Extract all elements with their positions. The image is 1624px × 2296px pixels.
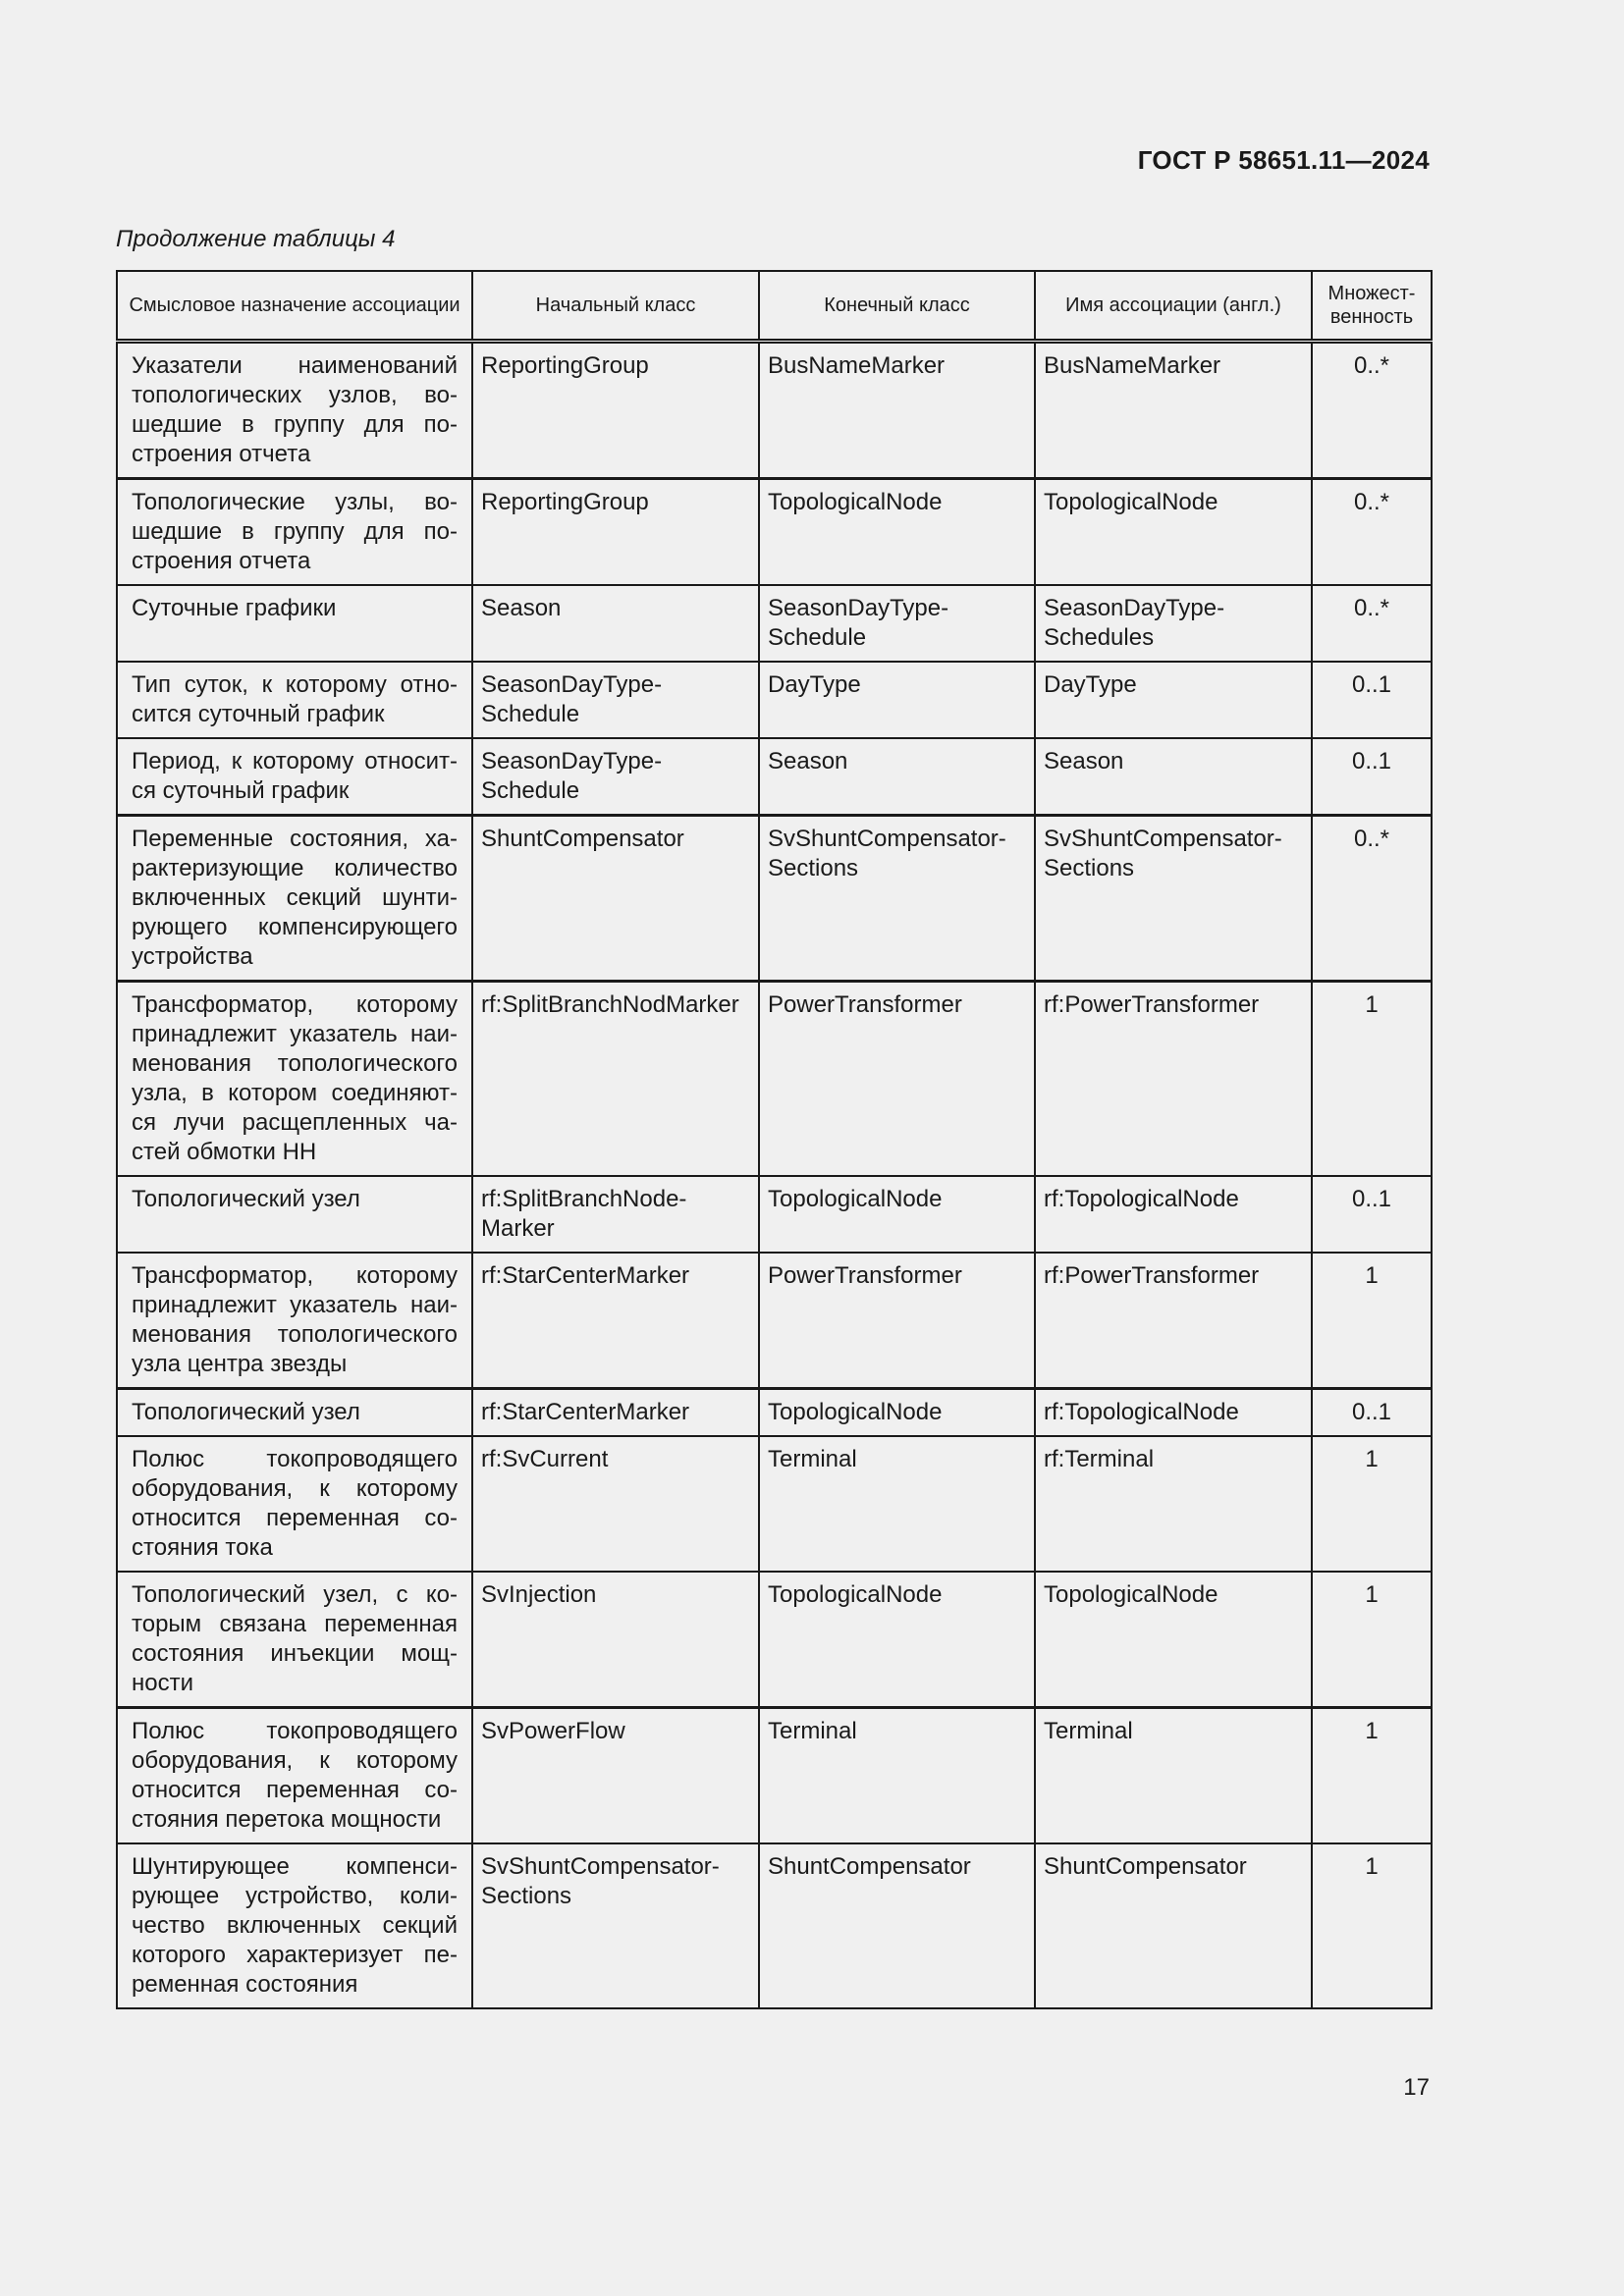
table-caption: Продолжение таблицы 4 xyxy=(116,226,396,252)
table-cell: rf:Terminal xyxy=(1035,1436,1312,1572)
association-table xyxy=(116,270,1433,2009)
table-row xyxy=(117,1572,1432,1708)
table-row xyxy=(117,982,1432,1177)
table-cell: rf:PowerTransformer xyxy=(1035,982,1312,1177)
table-cell: 0..1 xyxy=(1312,1176,1432,1253)
table-cell: 0..* xyxy=(1312,585,1432,662)
table-cell: 1 xyxy=(1312,1436,1432,1572)
table-cell: rf:StarCenterMarker xyxy=(472,1389,759,1437)
table-cell: ShuntCompensator xyxy=(472,816,759,982)
table-row xyxy=(117,342,1432,479)
table-cell: Тип суток, к которому отно-сится суточный график xyxy=(117,662,472,738)
table-cell: Трансформатор, которому принадлежит указатель наи-менования топологического узла, в котором соединяют-ся лучи расщепленных ча-стей обмотки НН xyxy=(117,982,472,1177)
table-cell: Топологические узлы, во-шедшие в группу для по-строения отчета xyxy=(117,479,472,586)
table-row xyxy=(117,1253,1432,1389)
table-cell: rf:PowerTransformer xyxy=(1035,1253,1312,1389)
table-cell: Топологический узел, с ко-торым связана переменная состояния инъекции мощ-ности xyxy=(117,1572,472,1708)
table-row xyxy=(117,479,1432,586)
table-cell: SvPowerFlow xyxy=(472,1708,759,1844)
table-cell: 1 xyxy=(1312,1572,1432,1708)
table-row xyxy=(117,585,1432,662)
table-cell: DayType xyxy=(1035,662,1312,738)
table-cell: TopologicalNode xyxy=(759,1572,1035,1708)
table-cell: Terminal xyxy=(759,1708,1035,1844)
table-cell: DayType xyxy=(759,662,1035,738)
table-cell: TopologicalNode xyxy=(759,1389,1035,1437)
table-cell: ShuntCompensator xyxy=(759,1843,1035,2008)
document-code: ГОСТ Р 58651.11—2024 xyxy=(1137,145,1430,175)
table-cell: PowerTransformer xyxy=(759,982,1035,1177)
table-cell: Terminal xyxy=(1035,1708,1312,1844)
table-cell: rf:StarCenterMarker xyxy=(472,1253,759,1389)
table-cell: 1 xyxy=(1312,1253,1432,1389)
table-row xyxy=(117,738,1432,816)
table-cell: Переменные состояния, ха-рактеризующие количество включенных секций шунти-рующего компенсирующего устройства xyxy=(117,816,472,982)
table-cell: BusNameMarker xyxy=(759,342,1035,479)
table-cell: 1 xyxy=(1312,1708,1432,1844)
table-cell: SvInjection xyxy=(472,1572,759,1708)
table-row xyxy=(117,1436,1432,1572)
table-cell: Топологический узел xyxy=(117,1389,472,1437)
page-number: 17 xyxy=(1403,2074,1430,2101)
table-cell: Период, к которому относит-ся суточный график xyxy=(117,738,472,816)
table-cell: Шунтирующее компенси-рующее устройство, коли-чество включенных секций которого характеризует пе-ременная состояния xyxy=(117,1843,472,2008)
table-cell: rf:TopologicalNode xyxy=(1035,1389,1312,1437)
table-cell: Season xyxy=(759,738,1035,816)
table-cell: Полюс токопроводящего оборудования, к которому относится переменная со-стояния тока xyxy=(117,1436,472,1572)
table-cell: rf:SvCurrent xyxy=(472,1436,759,1572)
table-row xyxy=(117,1389,1432,1437)
table-cell: 0..1 xyxy=(1312,1389,1432,1437)
table-cell: 0..1 xyxy=(1312,662,1432,738)
table-cell: 0..1 xyxy=(1312,738,1432,816)
table-cell: TopologicalNode xyxy=(759,479,1035,586)
table-cell: TopologicalNode xyxy=(1035,479,1312,586)
table-cell: 0..* xyxy=(1312,816,1432,982)
table-cell: Указатели наименований топологических узлов, во-шедшие в группу для по-строения отчета xyxy=(117,342,472,479)
table-cell: Трансформатор, которому принадлежит указатель наи-менования топологического узла центра звезды xyxy=(117,1253,472,1389)
table-cell: PowerTransformer xyxy=(759,1253,1035,1389)
table-row xyxy=(117,662,1432,738)
table-cell: SeasonDayType-Schedule xyxy=(759,585,1035,662)
table-cell: ReportingGroup xyxy=(472,479,759,586)
table-cell: SvShuntCompensator-Sections xyxy=(759,816,1035,982)
table-cell: 0..* xyxy=(1312,479,1432,586)
table-cell: SeasonDayType-Schedule xyxy=(472,738,759,816)
table-cell: rf:TopologicalNode xyxy=(1035,1176,1312,1253)
table-cell: Суточные графики xyxy=(117,585,472,662)
table-cell: SeasonDayType-Schedule xyxy=(472,662,759,738)
column-header: Имя ассоциации (англ.) xyxy=(1035,271,1312,342)
table-row xyxy=(117,1708,1432,1844)
table-cell: Полюс токопроводящего оборудования, к которому относится переменная со-стояния перетока мощности xyxy=(117,1708,472,1844)
table-row xyxy=(117,1843,1432,2008)
table-cell: Топологический узел xyxy=(117,1176,472,1253)
column-header: Смысловое назначение ассоциации xyxy=(117,271,472,342)
table-cell: ShuntCompensator xyxy=(1035,1843,1312,2008)
table-row xyxy=(117,1176,1432,1253)
table-cell: Season xyxy=(472,585,759,662)
table-cell: 0..* xyxy=(1312,342,1432,479)
table-cell: rf:SplitBranchNodMarker xyxy=(472,982,759,1177)
table-cell: ReportingGroup xyxy=(472,342,759,479)
table-cell: SvShuntCompensator-Sections xyxy=(1035,816,1312,982)
table-cell: Terminal xyxy=(759,1436,1035,1572)
column-header: Начальный класс xyxy=(472,271,759,342)
table-cell: 1 xyxy=(1312,1843,1432,2008)
table-row xyxy=(117,816,1432,982)
table-cell: TopologicalNode xyxy=(759,1176,1035,1253)
table-cell: TopologicalNode xyxy=(1035,1572,1312,1708)
table-cell: SvShuntCompensator-Sections xyxy=(472,1843,759,2008)
column-header: Множест-венность xyxy=(1312,271,1432,342)
table-cell: BusNameMarker xyxy=(1035,342,1312,479)
table-cell: rf:SplitBranchNode-Marker xyxy=(472,1176,759,1253)
table-cell: SeasonDayType-Schedules xyxy=(1035,585,1312,662)
column-header: Конечный класс xyxy=(759,271,1035,342)
table-cell: Season xyxy=(1035,738,1312,816)
table-cell: 1 xyxy=(1312,982,1432,1177)
table-header-row xyxy=(117,271,1432,342)
